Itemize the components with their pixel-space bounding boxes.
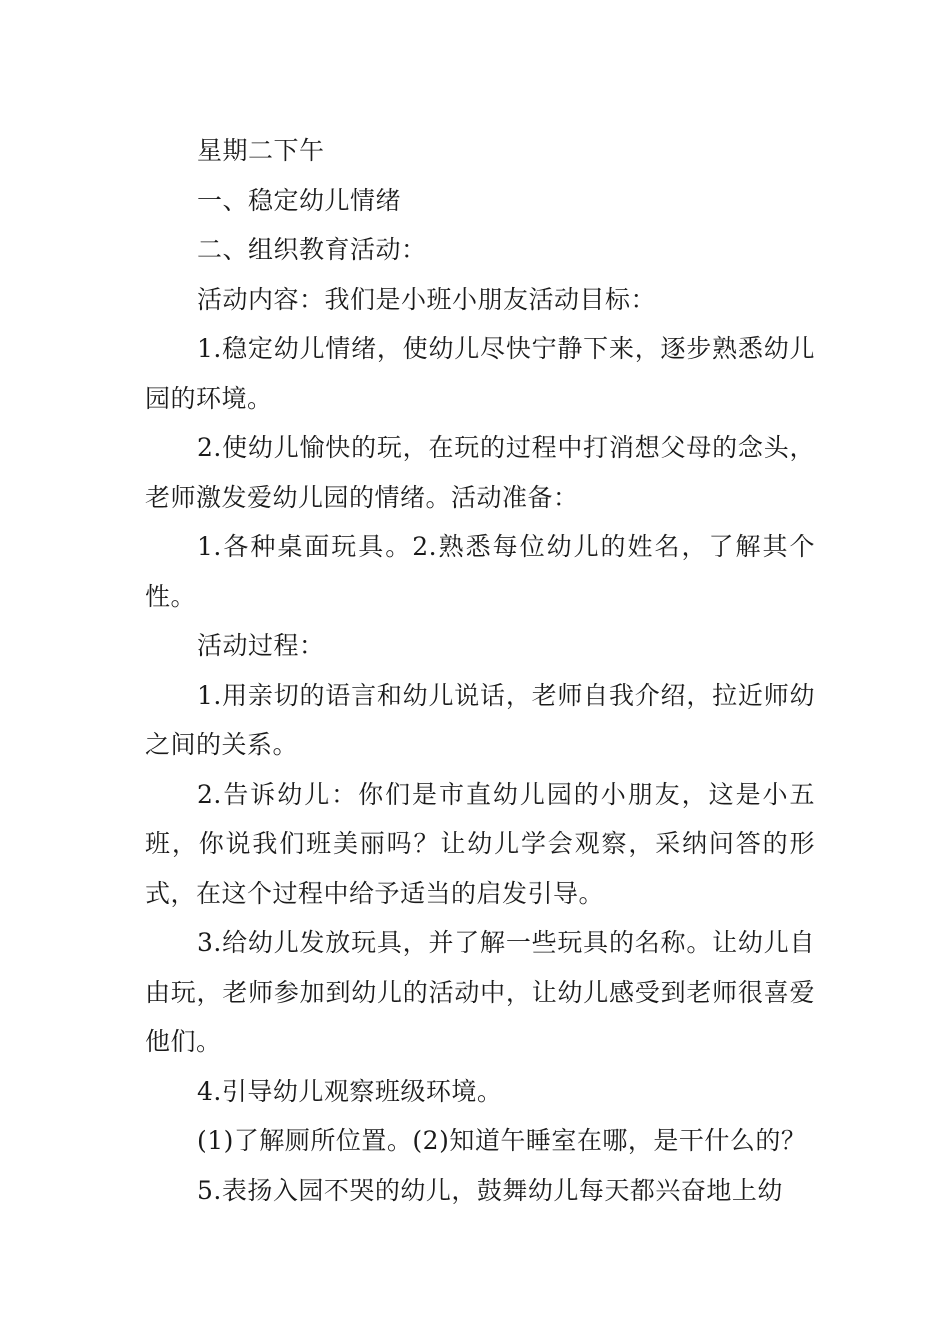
process-item: 1.用亲切的语言和幼儿说话，老师自我介绍，拉近师幼之间的关系。: [145, 680, 815, 759]
process-item: 5.表扬入园不哭的幼儿，鼓舞幼儿每天都兴奋地上幼: [197, 1175, 783, 1205]
step-heading: 一、稳定幼儿情绪: [197, 185, 402, 215]
step-heading: 二、组织教育活动：: [197, 235, 427, 264]
preparation-item: 1.各种桌面玩具。2.熟悉每位幼儿的姓名，了解其个性。: [145, 532, 815, 611]
document-body: [145, 126, 815, 1215]
process-heading: 活动过程：: [197, 631, 325, 660]
section-heading: 星期二下午: [197, 136, 325, 165]
activity-content-paragraph: 活动内容：我们是小班小朋友活动目标：: [197, 284, 657, 314]
process-subitem: (1)了解厕所位置。(2)知道午睡室在哪，是干什么的？: [197, 1126, 807, 1155]
process-item: 2.告诉幼儿：你们是市直幼儿园的小朋友，这是小五班，你说我们班美丽吗？让幼儿学会观察，采纳问答的形式，在这个过程中给予适当的启发引导。: [145, 779, 815, 908]
goal-item: 1.稳定幼儿情绪，使幼儿尽快宁静下来，逐步熟悉幼儿园的环境。: [145, 334, 815, 413]
goal-item: 2.使幼儿愉快的玩，在玩的过程中打消想父母的念头，老师激发爱幼儿园的情绪。活动准备：: [145, 433, 815, 512]
process-item: 3.给幼儿发放玩具，并了解一些玩具的名称。让幼儿自由玩，老师参加到幼儿的活动中，让幼儿感受到老师很喜爱他们。: [145, 928, 815, 1056]
process-item: 4.引导幼儿观察班级环境。: [197, 1076, 503, 1106]
